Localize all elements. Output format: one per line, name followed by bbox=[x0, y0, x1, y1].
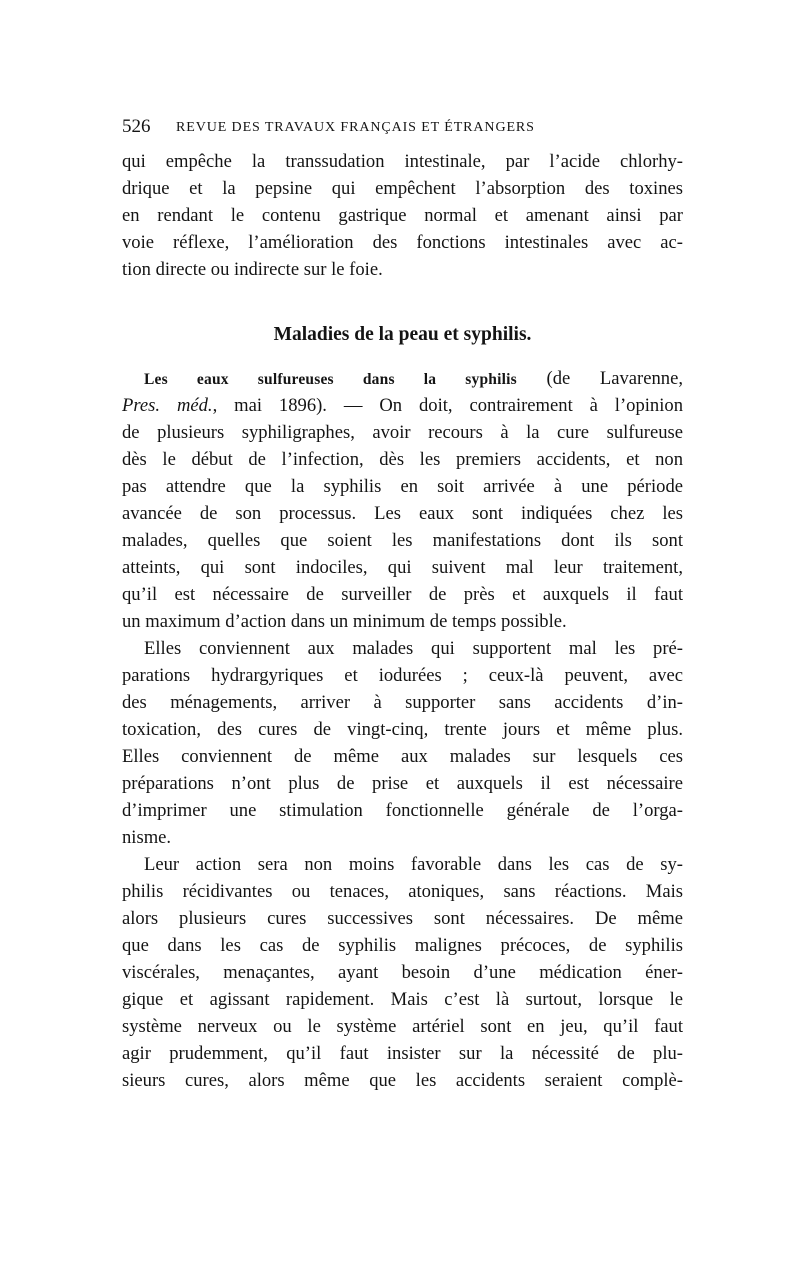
text-line: un maximum d’action dans un minimum de temps possible. bbox=[122, 611, 567, 632]
article-paragraph-3 bbox=[122, 851, 683, 1094]
article-title: Les eaux sulfureuses dans la syphilis bbox=[144, 371, 517, 388]
text-line: gique et agissant rapidement. Mais c’est là surtout, lorsque le bbox=[122, 989, 683, 1010]
text-line: nisme. bbox=[122, 827, 172, 848]
text-line: préparations n’ont plus de prise et auxquels il est nécessaire bbox=[122, 773, 683, 794]
text-line: parations hydrargyriques et iodurées ; ceux-là peuvent, avec bbox=[122, 665, 683, 686]
text-line: pas attendre que la syphilis en soit arrivée à une période bbox=[122, 476, 683, 497]
citation-open: (de Lavarenne, bbox=[516, 368, 683, 389]
text-line: qu’il est nécessaire de surveiller de près et auxquels il faut bbox=[122, 584, 683, 605]
text-line: malades, quelles que soient les manifestations dont ils sont bbox=[122, 530, 683, 551]
citation-line bbox=[122, 392, 683, 419]
article-paragraph-1 bbox=[122, 365, 683, 635]
text-line: dès le début de l’infection, dès les premiers accidents, et non bbox=[122, 449, 683, 470]
text-line: de plusieurs syphiligraphes, avoir recours à la cure sulfureuse bbox=[122, 422, 683, 443]
journal-title: REVUE DES TRAVAUX FRANÇAIS ET ÉTRANGERS bbox=[176, 120, 535, 135]
page-number: 526 bbox=[122, 116, 151, 137]
text-line: Elles conviennent de même aux malades sur lesquels ces bbox=[122, 746, 683, 767]
text-line: d’imprimer une stimulation fonctionnelle générale de l’orga- bbox=[122, 800, 683, 821]
text-line: qui empêche la transsudation intestinale, par l’acide chlorhy- bbox=[122, 151, 683, 172]
text-line: avancée de son processus. Les eaux sont indiquées chez les bbox=[122, 503, 683, 524]
text-line: philis récidivantes ou tenaces, atoniques, sans réactions. Mais bbox=[122, 881, 683, 902]
text-line: en rendant le contenu gastrique normal et amenant ainsi par bbox=[122, 205, 683, 226]
text-line: des ménagements, arriver à supporter sans accidents d’in- bbox=[122, 692, 683, 713]
text-line: alors plusieurs cures successives sont nécessaires. De même bbox=[122, 908, 683, 929]
text-line: atteints, qui sont indociles, qui suivent mal leur traitement, bbox=[122, 557, 683, 578]
text-line: agir prudemment, qu’il faut insister sur la nécessité de plu- bbox=[122, 1043, 683, 1064]
text-line: sieurs cures, alors même que les accidents seraient complè- bbox=[122, 1070, 683, 1091]
text-line: Leur action sera non moins favorable dans les cas de sy- bbox=[144, 854, 683, 875]
running-head bbox=[122, 116, 682, 146]
text-line: viscérales, menaçantes, ayant besoin d’une médication éner- bbox=[122, 962, 683, 983]
section-heading: Maladies de la peau et syphilis. bbox=[273, 324, 532, 345]
text-line: tion directe ou indirecte sur le foie. bbox=[122, 259, 383, 280]
journal-abbrev: Pres. méd. bbox=[122, 395, 213, 416]
citation-rest: , mai 1896). — On doit, contrairement à l’opinion bbox=[212, 395, 683, 416]
text-line: toxication, des cures de vingt-cinq, trente jours et même plus. bbox=[122, 719, 683, 740]
body-text bbox=[122, 148, 683, 1094]
article-paragraph-2 bbox=[122, 635, 683, 851]
intro-paragraph bbox=[122, 148, 683, 283]
text-line: Elles conviennent aux malades qui supportent mal les pré- bbox=[144, 638, 683, 659]
text-line: système nerveux ou le système artériel sont en jeu, qu’il faut bbox=[122, 1016, 683, 1037]
article-lead-line bbox=[122, 365, 683, 392]
text-line: que dans les cas de syphilis malignes précoces, de syphilis bbox=[122, 935, 683, 956]
text-line: drique et la pepsine qui empêchent l’absorption des toxines bbox=[122, 178, 683, 199]
text-line: voie réflexe, l’amélioration des fonctions intestinales avec ac- bbox=[122, 232, 683, 253]
